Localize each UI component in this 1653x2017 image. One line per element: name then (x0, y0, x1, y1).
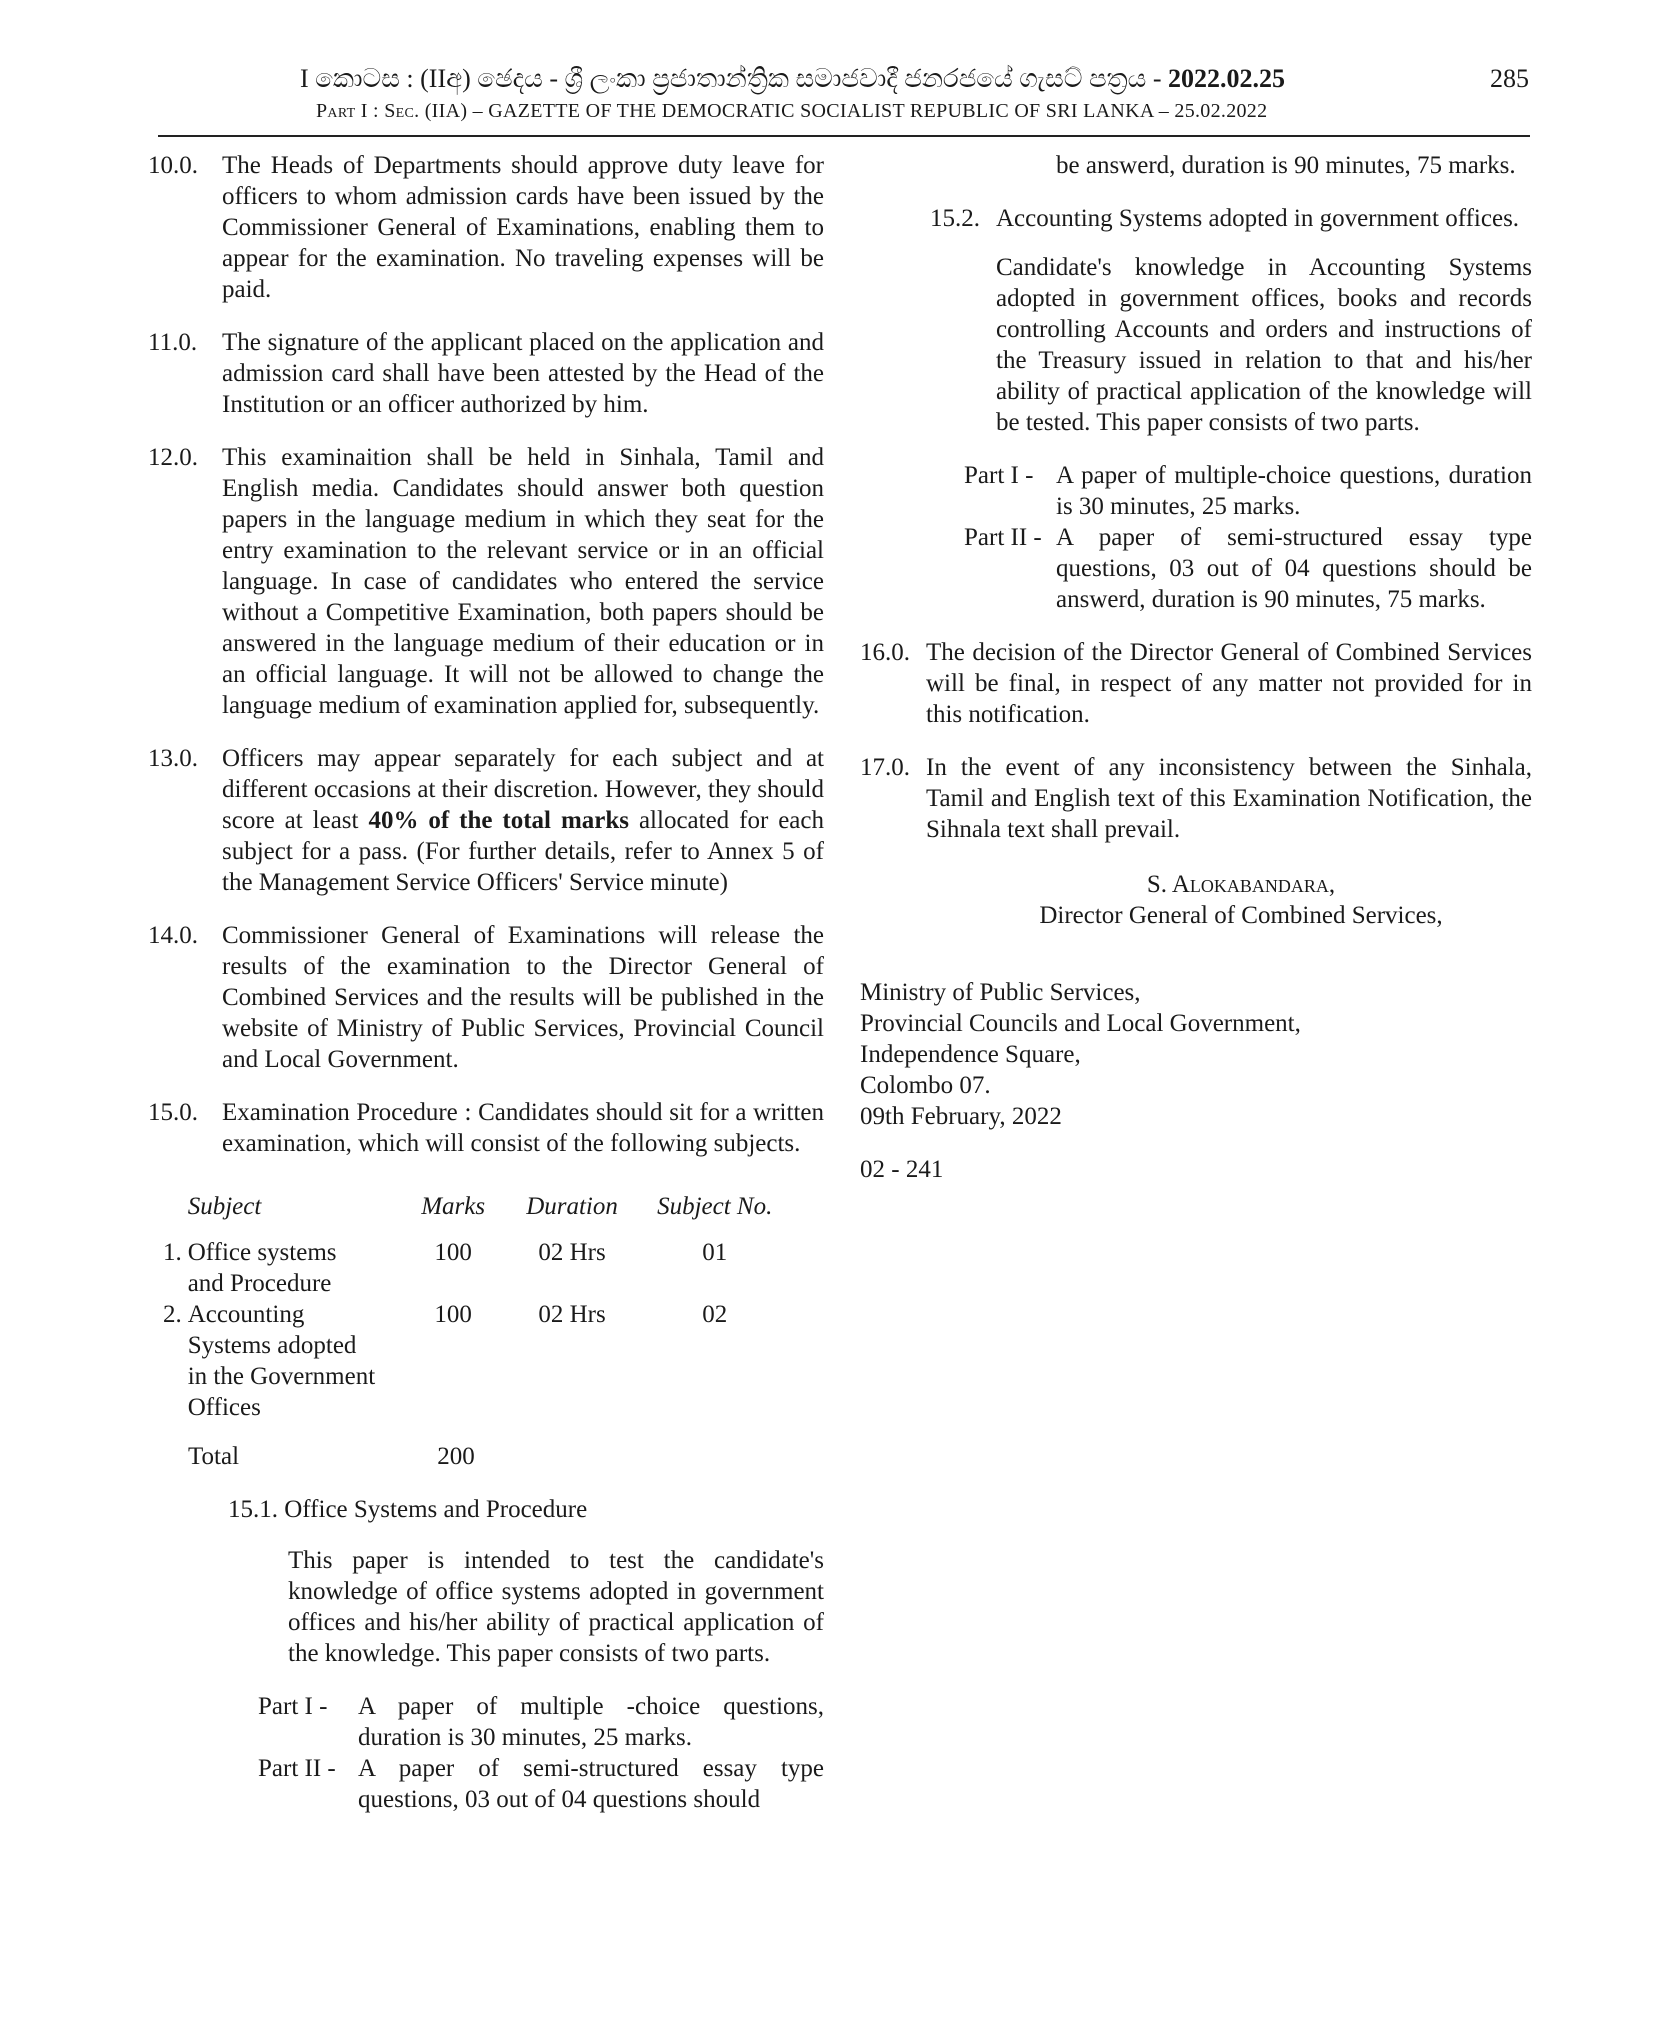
duration-header: Duration (526, 1193, 618, 1220)
clause-17 (860, 752, 1532, 845)
clause-text: This examinaition shall be held in Sinhala, Tamil and English media. Candidates should answer both question papers in the language medium in which they seat for the entry examination to the relevant service or in an official language. In case of candidates who entered the service without a Competitive Examination, both papers should be answered in the language medium of their education or in an official language. It will not be allowed to change the language medium of examination applied for, subsequently. (222, 444, 824, 719)
address-line: Colombo 07. (860, 1072, 991, 1099)
subject-line: Office systems (187, 1239, 337, 1266)
table-row (148, 1299, 788, 1423)
part-label: Part II - (258, 1755, 336, 1782)
part-two (964, 522, 1532, 615)
page-number: 285 (1490, 64, 1529, 93)
subject-line: and Procedure (187, 1270, 332, 1297)
header-sinhala (300, 64, 1285, 95)
clause-number: 11.0. (148, 329, 198, 356)
clause-15 (148, 1097, 824, 1159)
clause-text: The Heads of Departments should approve duty leave for officers to whom admission cards have been issued by the Commissioner General of Examinations, enabling them to appear for the examination. No traveling expenses will be paid. (222, 152, 824, 303)
clause-12 (148, 442, 824, 721)
signature-block (860, 869, 1532, 931)
clause-text: Commissioner General of Examinations will release the results of the examination to the Director General of Combined Services and the results will be published in the website of Ministry of Public Services, Provincial Council and Local Government. (222, 922, 824, 1073)
subject-line: Systems adopted (187, 1332, 357, 1359)
table-row (148, 1237, 788, 1299)
row-index: 2. (162, 1301, 182, 1328)
clause-13 (148, 743, 824, 898)
clause-text-part: Officers may appear separately for each subject and at different occasions at their discretion. However, they should score at least (222, 745, 824, 834)
address-line: Provincial Councils and Local Government, (860, 1010, 1301, 1037)
address-line: Ministry of Public Services, (860, 979, 1141, 1006)
clause-text-part: allocated for each subject for a pass. (For further details, refer to Annex 5 of the Management Service Officers' Service minute) (222, 807, 824, 896)
part-label: Part I - (964, 462, 1034, 489)
marks-header: Marks (421, 1193, 486, 1220)
address-date: 09th February, 2022 (860, 1103, 1062, 1130)
part-text: A paper of multiple -choice questions, duration is 30 minutes, 25 marks. (358, 1693, 824, 1751)
part-label: Part I - (258, 1693, 328, 1720)
pass-mark-emphasis: 40% of the total marks (368, 807, 630, 834)
part-text: A paper of semi-structured essay type questions, 03 out of 04 questions should (358, 1755, 824, 1813)
part-one (258, 1691, 824, 1753)
clause-number: 16.0. (860, 639, 910, 666)
total-label: Total (188, 1443, 240, 1470)
header-gazette-title: (IIA) – GAZETTE OF THE DEMOCRATIC SOCIALIST REPUBLIC OF SRI LANKA – 25.02.2022 (419, 100, 1268, 122)
section-15-1-body: This paper is intended to test the candidate's knowledge of office systems adopted in government offices and his/her ability of practical application of the knowledge. This paper consists of two parts. (288, 1547, 824, 1667)
section-15-2 (930, 203, 1532, 234)
clause-text (222, 743, 824, 898)
address-line: Independence Square, (860, 1041, 1081, 1068)
clause-text: The decision of the Director General of Combined Services will be final, in respect of any matter not provided for in this notification. (926, 639, 1532, 728)
subject-line: Accounting (187, 1301, 305, 1328)
header-english (316, 100, 1267, 123)
section-number: 15.2. (930, 205, 980, 232)
part-text: A paper of multiple-choice questions, duration is 30 minutes, 25 marks. (1056, 462, 1532, 520)
header-part-word: Part (316, 100, 356, 122)
clause-16 (860, 637, 1532, 730)
clause-text: In the event of any inconsistency between the Sinhala, Tamil and English text of this Examination Notification, the Sihnala text shall prevail. (926, 754, 1532, 843)
section-title: Accounting Systems adopted in government offices. (996, 205, 1520, 232)
header-sinhala-title: I කොටස : (IIඅ) ඡෙදය - ශ්‍රී ලංකා ප්‍රජාතාන්ත්‍රික සමාජවාදී ජනරජයේ ගැසට් පත්‍රය - (300, 64, 1169, 93)
continuation-text: be answerd, duration is 90 minutes, 75 marks. (1056, 152, 1516, 179)
table-header (148, 1191, 788, 1222)
total-marks: 200 (437, 1443, 475, 1470)
clause-11 (148, 327, 824, 420)
subject-no-header: Subject No. (657, 1193, 773, 1220)
section-15-2-parts (964, 460, 1532, 615)
subjects-table (148, 1191, 788, 1472)
part-two (258, 1753, 824, 1815)
clause-number: 17.0. (860, 754, 910, 781)
header-sinhala-date: 2022.02.25 (1168, 64, 1286, 93)
clause-number: 12.0. (148, 444, 198, 471)
row-marks: 100 (434, 1301, 472, 1328)
section-15-1-parts (258, 1691, 824, 1815)
clause-10 (148, 150, 824, 305)
header-part-number: I : (355, 100, 385, 122)
row-duration: 02 Hrs (538, 1239, 606, 1266)
address-block (860, 977, 1532, 1132)
section-15-1-title: 15.1. Office Systems and Procedure (228, 1496, 588, 1523)
total-index (148, 1441, 188, 1472)
clause-text: The signature of the applicant placed on the application and admission card shall have been attested by the Head of the Institution or an officer authorized by him. (222, 329, 824, 418)
right-column (860, 150, 1532, 1185)
signatory-title: Director General of Combined Services, (1039, 902, 1443, 929)
table-total-row (148, 1441, 788, 1472)
row-subject-no: 02 (702, 1301, 728, 1328)
signatory-name: S. Alokabandara, (1146, 871, 1336, 898)
row-subject (188, 1299, 404, 1423)
header-sec-word: Sec. (384, 100, 420, 122)
header-rule (158, 135, 1530, 137)
subject-line: Offices (187, 1394, 261, 1421)
section-15-2-body: Candidate's knowledge in Accounting Systems adopted in government offices, books and records controlling Accounts and orders and instructions of the Treasury issued in relation to that and his/her ability of practical application of the knowledge will be tested. This paper consists of two parts. (996, 254, 1532, 436)
subject-header: Subject (187, 1193, 262, 1220)
clause-text: Examination Procedure : Candidates should sit for a written examination, which will consist of the following subjects. (222, 1099, 824, 1157)
clause-number: 10.0. (148, 152, 198, 179)
row-subject-no: 01 (702, 1239, 728, 1266)
part-text: A paper of semi-structured essay type questions, 03 out of 04 questions should be answerd, duration is 90 minutes, 75 marks. (1056, 524, 1532, 613)
row-index: 1. (162, 1239, 182, 1266)
row-subject (188, 1237, 404, 1299)
part-one (964, 460, 1532, 522)
row-duration: 02 Hrs (538, 1301, 606, 1328)
part-label: Part II - (964, 524, 1042, 551)
clause-number: 15.0. (148, 1099, 198, 1126)
clause-number: 13.0. (148, 745, 198, 772)
row-marks: 100 (434, 1239, 472, 1266)
clause-number: 14.0. (148, 922, 198, 949)
clause-14 (148, 920, 824, 1075)
index-header (148, 1191, 188, 1222)
reference-number: 02 - 241 (860, 1156, 944, 1183)
subject-line: in the Government (187, 1363, 376, 1390)
left-column (148, 150, 824, 1815)
